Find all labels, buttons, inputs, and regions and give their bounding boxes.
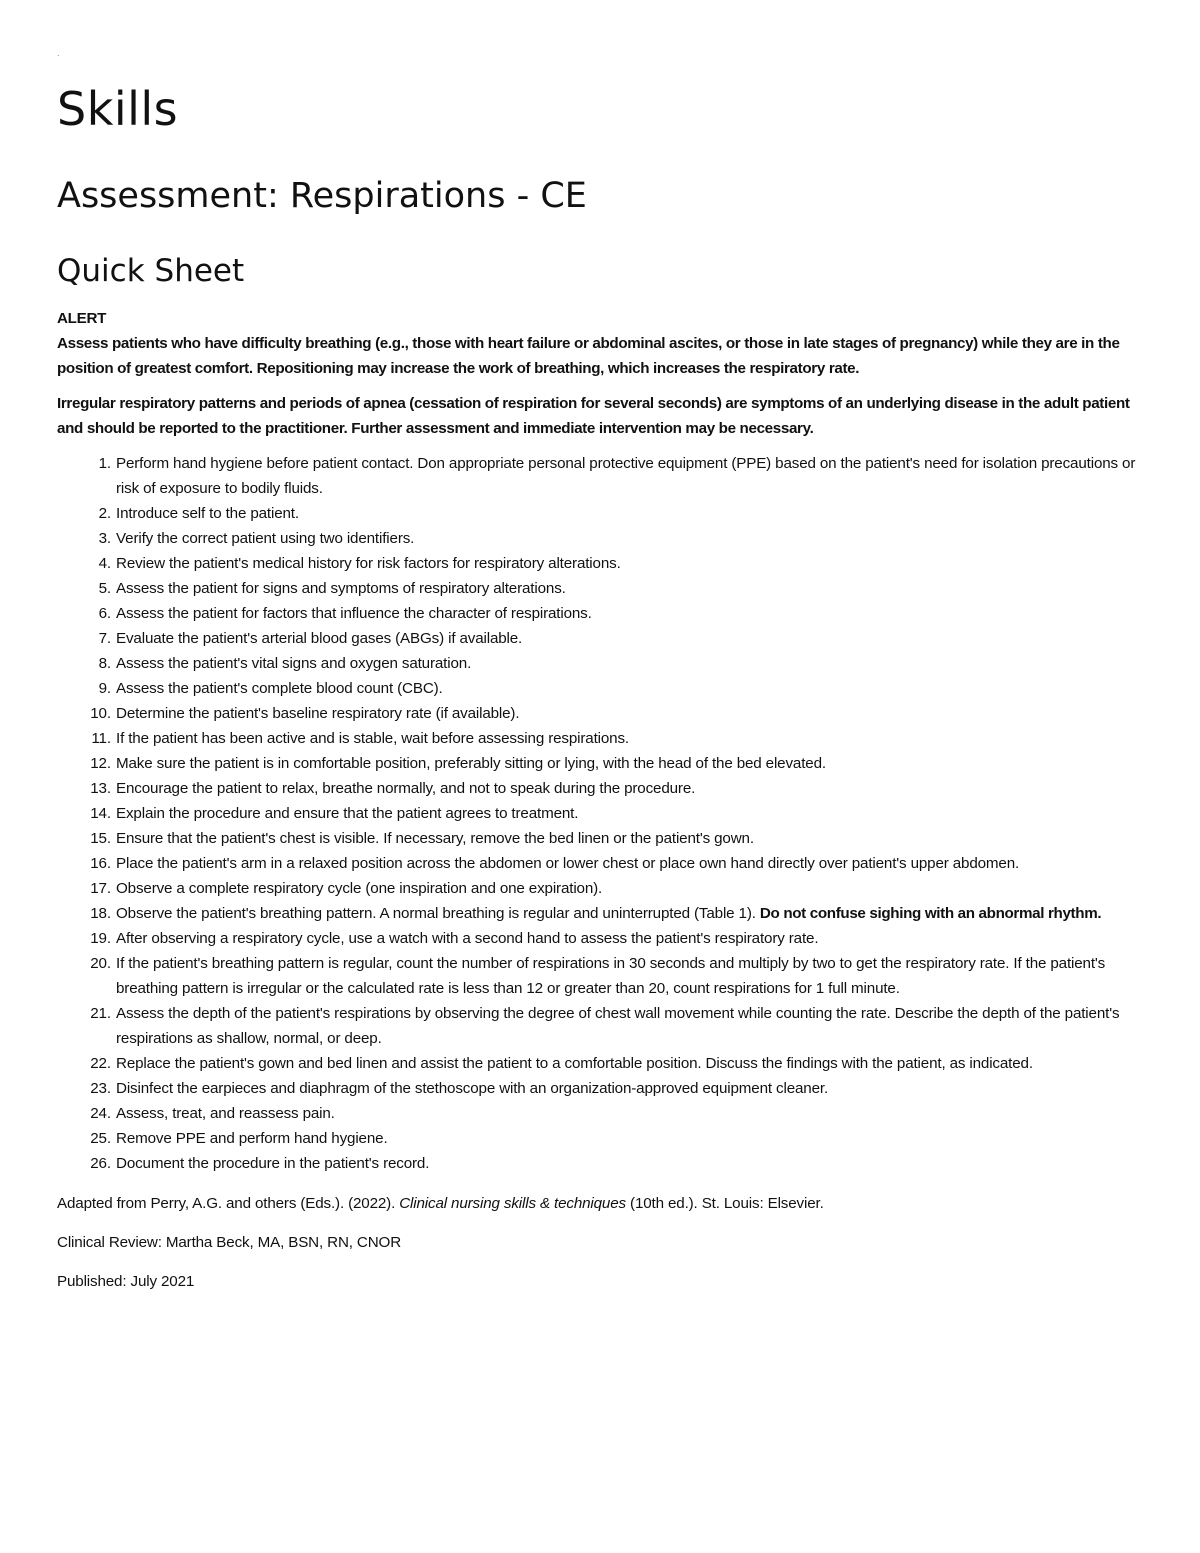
alert-label: ALERT <box>57 310 107 327</box>
list-item: 18. Observe the patient's breathing pattern. A normal breathing is regular and uninterrupted (Table 1). Do not confuse sighing with an abnormal rhythm. <box>115 901 1137 926</box>
list-item: 15. Ensure that the patient's chest is visible. If necessary, remove the bed linen or the patient's gown. <box>115 826 1137 851</box>
list-item: 8. Assess the patient's vital signs and oxygen saturation. <box>115 651 1137 676</box>
page-marker: . <box>57 48 60 58</box>
list-item: 23. Disinfect the earpieces and diaphragm of the stethoscope with an organization-approved equipment cleaner. <box>115 1076 1137 1101</box>
list-item: 19. After observing a respiratory cycle, use a watch with a second hand to assess the patient's respiratory rate. <box>115 926 1137 951</box>
list-item: 13. Encourage the patient to relax, breathe normally, and not to speak during the procedure. <box>115 776 1137 801</box>
list-item: 22. Replace the patient's gown and bed linen and assist the patient to a comfortable position. Discuss the findings with the patient, as indicated. <box>115 1051 1137 1076</box>
document-footer <box>57 1191 1137 1294</box>
list-item: 3. Verify the correct patient using two identifiers. <box>115 526 1137 551</box>
page-title: Skills <box>57 82 179 136</box>
list-item: 26. Document the procedure in the patient's record. <box>115 1151 1137 1176</box>
citation-title: Clinical nursing skills & techniques <box>399 1195 626 1212</box>
document-subtitle: Assessment: Respirations - CE <box>57 176 587 216</box>
list-item: 4. Review the patient's medical history for risk factors for respiratory alterations. <box>115 551 1137 576</box>
citation: Adapted from Perry, A.G. and others (Eds.). (2022). Clinical nursing skills & techniques (10th ed.). St. Louis: Elsevier. <box>57 1195 824 1212</box>
list-item: 20. If the patient's breathing pattern is regular, count the number of respirations in 30 seconds and multiply by two to get the respiratory rate. If the patient's breathing pattern is irregular or the calculated rate is less than 12 or greater than 20, count respirations for 1 full minute. <box>115 951 1137 1001</box>
published-date: Published: July 2021 <box>57 1273 195 1290</box>
list-item: 21. Assess the depth of the patient's respirations by observing the degree of chest wall movement while counting the rate. Describe the depth of the patient's respirations as shallow, normal, or deep. <box>115 1001 1137 1051</box>
list-item: 24. Assess, treat, and reassess pain. <box>115 1101 1137 1126</box>
list-item: 10. Determine the patient's baseline respiratory rate (if available). <box>115 701 1137 726</box>
list-item: 14. Explain the procedure and ensure that the patient agrees to treatment. <box>115 801 1137 826</box>
list-item: 16. Place the patient's arm in a relaxed position across the abdomen or lower chest or place own hand directly over patient's upper abdomen. <box>115 851 1137 876</box>
list-item: 2. Introduce self to the patient. <box>115 501 1137 526</box>
list-item: 1. Perform hand hygiene before patient contact. Don appropriate personal protective equipment (PPE) based on the patient's need for isolation precautions or risk of exposure to bodily fluids. <box>115 451 1137 501</box>
procedure-steps-list <box>57 451 1137 1176</box>
list-item: 9. Assess the patient's complete blood count (CBC). <box>115 676 1137 701</box>
list-item: 11. If the patient has been active and is stable, wait before assessing respirations. <box>115 726 1137 751</box>
list-item: 17. Observe a complete respiratory cycle (one inspiration and one expiration). <box>115 876 1137 901</box>
list-item: 12. Make sure the patient is in comfortable position, preferably sitting or lying, with the head of the bed elevated. <box>115 751 1137 776</box>
list-item: 6. Assess the patient for factors that influence the character of respirations. <box>115 601 1137 626</box>
clinical-review: Clinical Review: Martha Beck, MA, BSN, RN, CNOR <box>57 1234 402 1251</box>
list-item: 25. Remove PPE and perform hand hygiene. <box>115 1126 1137 1151</box>
list-item: 7. Evaluate the patient's arterial blood gases (ABGs) if available. <box>115 626 1137 651</box>
alert-paragraph-2: Irregular respiratory patterns and periods of apnea (cessation of respiration for several seconds) are symptoms of an underlying disease in the adult patient and should be reported to the practitioner. Further assessment and immediate intervention may be necessary. <box>57 395 1130 437</box>
section-heading: Quick Sheet <box>57 253 245 289</box>
list-item: 5. Assess the patient for signs and symptoms of respiratory alterations. <box>115 576 1137 601</box>
document-body <box>57 306 1137 1294</box>
step-warning: Do not confuse sighing with an abnormal rhythm. <box>759 905 1102 922</box>
alert-paragraph-1: Assess patients who have difficulty breathing (e.g., those with heart failure or abdominal ascites, or those in late stages of pregnancy) while they are in the position of greatest comfort. Repositioning may increase the work of breathing, which increases the respiratory rate. <box>57 335 1120 377</box>
